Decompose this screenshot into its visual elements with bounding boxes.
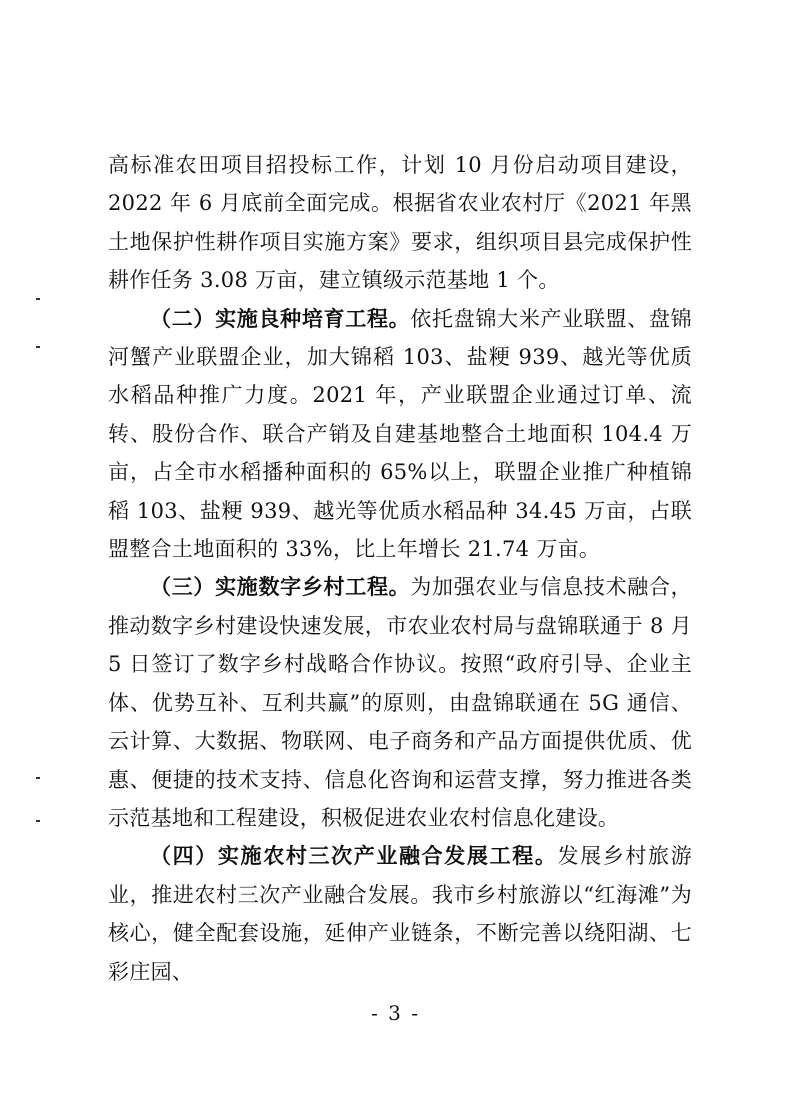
section-heading: （二）实施良种培育工程。: [150, 305, 411, 331]
scan-mark: [36, 820, 40, 822]
paragraph-text: 为加强农业与信息技术融合，推动数字乡村建设快速发展，市农业农村局与盘锦联通于 8 月 5 日签订了数字乡村战略合作协议。按照“政府引导、企业主体、优势互补、互利共赢”的原则，由盘锦联通在 5G 通信、云计算、大数据、物联网、电子商务和产品方面提供优质、优惠、便捷的技术支持、信息化咨询和运营支撑，努力推进各类示范基地和工程建设，积极促进农业农村信息化建设。: [108, 575, 692, 830]
paragraph-digital-village: [108, 568, 692, 837]
paragraph-industry-integration: [108, 837, 692, 991]
paragraph-text: 高标准农田项目招投标工作，计划 10 月份启动项目建设，2022 年 6 月底前全面完成。根据省农业农村厅《2021 年黑土地保护性耕作项目实施方案》要求，组织项目县完成保护性耕作任务 3.08 万亩，建立镇级示范基地 1 个。: [108, 153, 692, 293]
paragraph-seed-breeding: [108, 300, 692, 569]
scan-mark: [36, 346, 40, 348]
page-number: - 3 -: [371, 1001, 420, 1025]
body-text: [108, 146, 692, 991]
paragraph-continuation: [108, 146, 692, 300]
scan-mark: [36, 298, 40, 300]
section-heading: （四）实施农村三次产业融合发展工程。: [150, 843, 558, 869]
section-heading: （三）实施数字乡村工程。: [150, 574, 411, 600]
scan-mark: [36, 777, 40, 779]
paragraph-text: 依托盘锦大米产业联盟、盘锦河蟹产业联盟企业，加大锦稻 103、盐粳 939、越光等优质水稻品种推广力度。2021 年，产业联盟企业通过订单、流转、股份合作、联合产销及自建基地整合土地面积 104.4 万亩，占全市水稻播种面积的 65%以上，联盟企业推广种植锦稻 103、盐粳 939、越光等优质水稻品种 34.45 万亩，占联盟整合土地面积的 33%，比上年增长 21.74 万亩。: [108, 306, 692, 562]
paragraph-text: 发展乡村旅游业，推进农村三次产业融合发展。我市乡村旅游以“红海滩”为核心，健全配套设施，延伸产业链条，不断完善以绕阳湖、七彩庄园、: [108, 844, 692, 984]
